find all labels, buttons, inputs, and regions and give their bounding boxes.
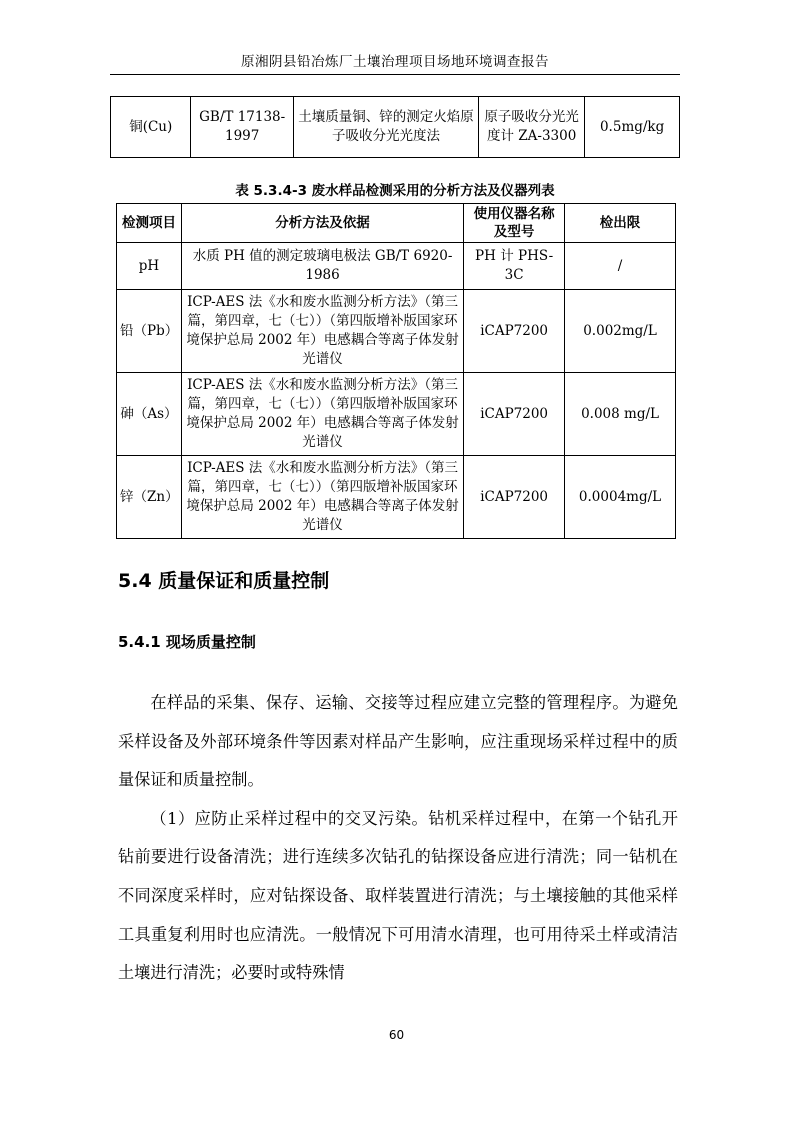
cell-limit: 0.5mg/kg [585,97,680,158]
paragraph: 在样品的采集、保存、运输、交接等过程应建立完整的管理程序。为避免采样设备及外部环境条件等因素对样品产生影响，应注重现场采样过程中的质量保证和质量控制。 [118,693,678,790]
header-method: 分析方法及依据 [181,204,463,243]
cell-instrument: iCAP7200 [464,373,565,456]
cell-limit: 0.008 mg/L [565,373,676,456]
cell-limit: / [565,243,676,290]
cell-instrument: iCAP7200 [464,290,565,373]
cell-method: ICP-AES 法《水和废水监测分析方法》（第三篇，第四章，七（七））（第四版增补版国家环境保护总局 2002 年）电感耦合等离子体发射光谱仪 [181,456,463,539]
cell-item: 锌（Zn） [117,456,182,539]
table-row [117,290,676,373]
header-rule [110,74,680,75]
cell-method: ICP-AES 法《水和废水监测分析方法》（第三篇，第四章，七（七））（第四版增补版国家环境保护总局 2002 年）电感耦合等离子体发射光谱仪 [181,373,463,456]
page-number: 60 [388,1028,405,1042]
table-row [111,97,680,158]
body-text [118,684,678,993]
header-instrument: 使用仪器名称及型号 [464,204,565,243]
table-row [117,456,676,539]
cell-method: 土壤质量铜、锌的测定火焰原子吸收分光光度法 [293,97,478,158]
header-limit: 检出限 [565,204,676,243]
wastewater-method-table [116,203,676,539]
cell-instrument: PH 计 PHS-3C [464,243,565,290]
continued-soil-method-table [110,96,680,158]
page-header: 原湘阴县铅冶炼厂土壤治理项目场地环境调查报告 [241,54,549,70]
table-row [117,373,676,456]
header-item: 检测项目 [117,204,182,243]
cell-standard: GB/T 17138-1997 [191,97,293,158]
cell-item: 铅（Pb） [117,290,182,373]
cell-limit: 0.0004mg/L [565,456,676,539]
subsection-heading: 5.4.1 现场质量控制 [118,633,256,651]
cell-item: 铜(Cu) [111,97,191,158]
cell-method: 水质 PH 值的测定玻璃电极法 GB/T 6920-1986 [181,243,463,290]
cell-item: 砷（As） [117,373,182,456]
table-header-row [117,204,676,243]
table-row [117,243,676,290]
cell-instrument: iCAP7200 [464,456,565,539]
cell-instrument: 原子吸收分光光度计 ZA-3300 [479,97,585,158]
cell-method: ICP-AES 法《水和废水监测分析方法》（第三篇，第四章，七（七））（第四版增补版国家环境保护总局 2002 年）电感耦合等离子体发射光谱仪 [181,290,463,373]
table-caption: 表 5.3.4-3 废水样品检测采用的分析方法及仪器列表 [235,183,555,199]
section-heading: 5.4 质量保证和质量控制 [118,570,330,592]
paragraph: （1）应防止采样过程中的交叉污染。钻机采样过程中，在第一个钻孔开钻前要进行设备清洗；进行连续多次钻孔的钻探设备应进行清洗；同一钻机在不同深度采样时，应对钻探设备、取样装置进行清洗；与土壤接触的其他采样工具重复利用时也应清洗。一般情况下可用清水清理，也可用待采土样或清洁土壤进行清洗；必要时或特殊情 [118,808,678,983]
cell-limit: 0.002mg/L [565,290,676,373]
cell-item: pH [117,243,182,290]
